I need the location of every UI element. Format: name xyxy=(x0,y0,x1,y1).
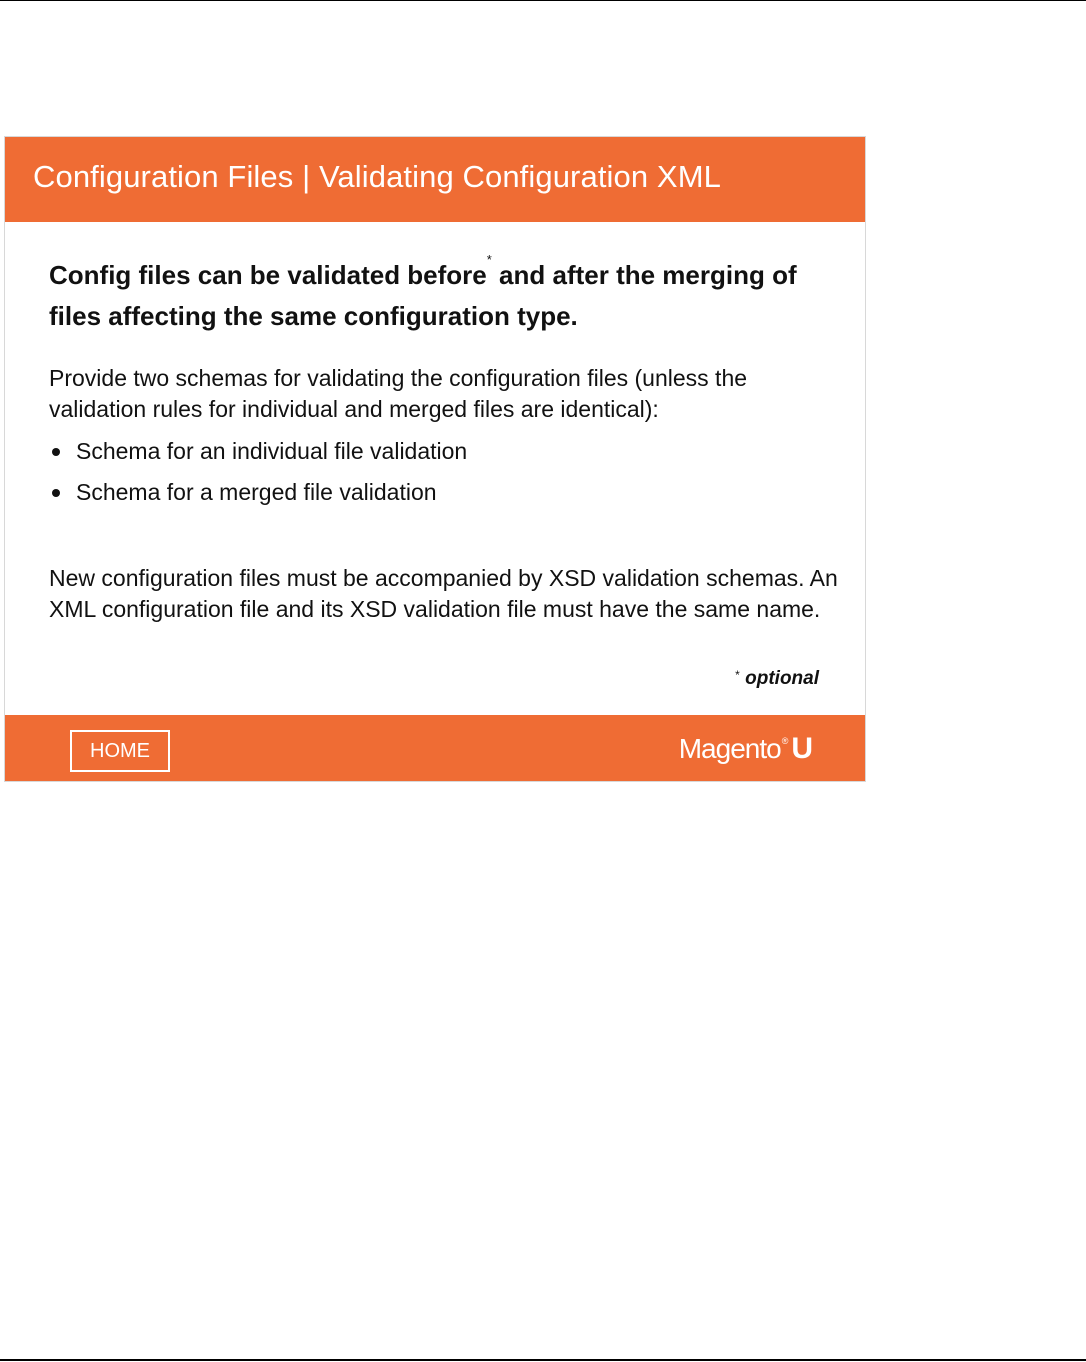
footnote-marker: * xyxy=(735,668,740,682)
list-item-text: Schema for an individual file validation xyxy=(76,438,468,464)
schema-list xyxy=(49,436,467,518)
page-bottom-rule xyxy=(0,1359,1086,1361)
slide-lead xyxy=(49,252,829,337)
closing-paragraph: New configuration files must be accompanied by XSD validation schemas. An XML configuration file and its XSD validation file must have the same name. xyxy=(49,565,838,622)
slide xyxy=(4,136,866,782)
bullet-icon xyxy=(52,448,60,456)
intro-paragraph: Provide two schemas for validating the configuration files (unless the validation rules for individual and merged files are identical): xyxy=(49,365,748,422)
slide-header xyxy=(5,137,865,222)
page-top-rule xyxy=(0,0,1086,1)
bullet-icon xyxy=(52,489,60,497)
list-item xyxy=(49,477,467,508)
lead-text-start: Config files can be validated before xyxy=(49,260,487,290)
list-item xyxy=(49,436,467,467)
lead-text-end: and after the merging of files affecting the same configuration type. xyxy=(49,260,797,331)
slide-footer xyxy=(5,715,865,781)
home-button[interactable]: HOME xyxy=(70,730,170,772)
lead-footnote-marker: * xyxy=(486,252,492,267)
list-item-text: Schema for a merged file validation xyxy=(76,479,437,505)
registered-mark: ® xyxy=(781,736,789,746)
footnote xyxy=(735,668,819,690)
slide-title: Configuration Files | Validating Configuration XML xyxy=(33,159,721,194)
logo-letter: U xyxy=(791,732,813,765)
logo-wordmark: Magento xyxy=(678,733,781,764)
magento-u-logo xyxy=(679,731,813,767)
footnote-text: optional xyxy=(739,668,819,689)
